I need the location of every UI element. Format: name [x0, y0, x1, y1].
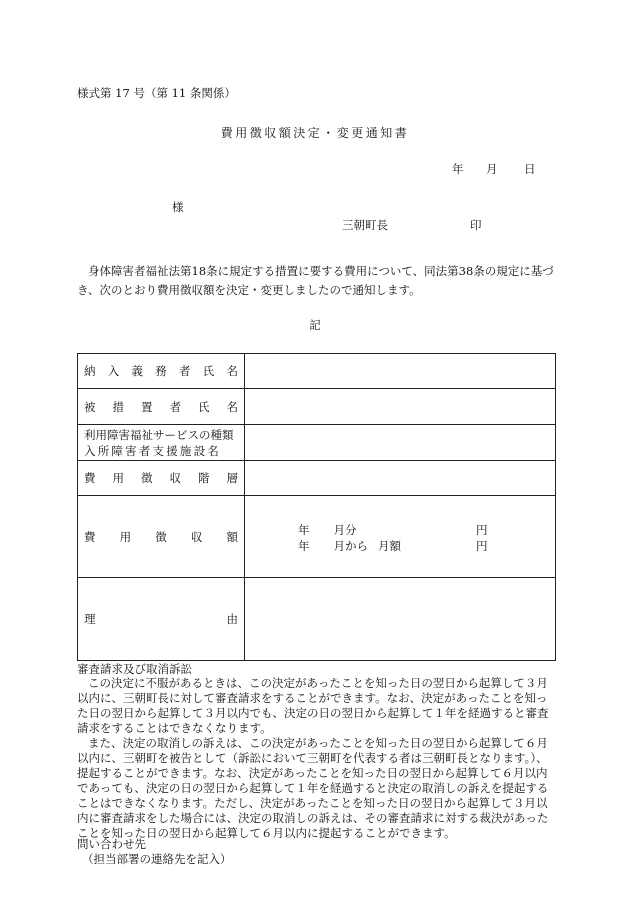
- label-char: 層: [226, 471, 238, 485]
- fee-monthly-label: 月額: [378, 539, 401, 553]
- value-fee-tier[interactable]: [245, 461, 556, 496]
- date-day-label: 日: [524, 162, 536, 176]
- addressee-suffix: 様: [172, 200, 184, 214]
- table-row: [78, 425, 556, 461]
- label-char: 名: [226, 399, 238, 414]
- label-char: 措: [112, 399, 124, 414]
- value-reason[interactable]: [245, 578, 556, 661]
- label-char: 収: [169, 471, 181, 485]
- appeal-paragraph-2: また、決定の取消しの訴えは、この決定があったことを知った日の翌日から起算して６月以内に、三朝町を被告として（訴訟において三朝町を代表する者は三朝町長となります。）、提起することができます。なお、決定があったことを知った日の翌日から起算して６月以内であっても、決定の日の翌日から起算して１年を経過すると決定の取消しの訴えを提起することはできなくなります。ただし、決定があったことを知った日の翌日から起算して３月以内に審査請求をした場合には、決定の取消しの訴えは、その審査請求に対する裁決があったことを知った日の翌日から起算して６月以内に提起することができます。: [77, 736, 549, 840]
- fee-month-label: 月分: [333, 523, 357, 537]
- label-char: 階: [198, 471, 210, 485]
- appeal-heading: 審査請求及び取消訴訟: [77, 662, 192, 676]
- label-char: 義: [131, 364, 143, 378]
- label-char: 者: [179, 364, 191, 378]
- label-char: 費: [84, 471, 96, 485]
- appeal-text: [77, 676, 556, 841]
- label-char: 額: [226, 529, 238, 544]
- fee-line-period: [298, 522, 488, 538]
- fee-line-monthly: [298, 538, 488, 554]
- contact-heading: 問い合わせ先: [77, 837, 146, 851]
- info-table: [77, 353, 556, 661]
- label-service-type: 利用障害福祉サービスの種類: [84, 427, 234, 442]
- label-reason: [78, 578, 245, 661]
- label-char: 者: [169, 399, 181, 414]
- label-fee-amount: [78, 496, 245, 578]
- fee-year-label: 年: [298, 539, 310, 553]
- contact-note: （担当部署の連絡先を記入）: [82, 852, 232, 866]
- table-row: [78, 496, 556, 578]
- date-year-label: 年: [452, 162, 464, 176]
- label-char: 用: [119, 529, 132, 544]
- value-payer-name[interactable]: [245, 354, 556, 389]
- fee-yen-label: 円: [476, 539, 488, 553]
- document-title: 費用徴収額決定・変更通知書: [220, 126, 410, 140]
- label-payer-name: [78, 354, 245, 389]
- label-char: 費: [84, 529, 96, 544]
- label-char: 氏: [198, 399, 210, 414]
- value-recipient-name[interactable]: [245, 389, 556, 425]
- form-number: 様式第 17 号（第 11 条関係）: [77, 86, 236, 100]
- fee-yen-label: 円: [476, 523, 488, 537]
- label-char: 収: [190, 529, 203, 544]
- label-char: 徴: [155, 529, 167, 544]
- table-row: [78, 578, 556, 661]
- ki-mark: 記: [309, 318, 321, 332]
- table-row: [78, 461, 556, 496]
- label-char: 入: [107, 364, 120, 378]
- label-char: 納: [84, 364, 96, 378]
- label-service-facility: [78, 425, 245, 461]
- table-row: [78, 389, 556, 425]
- fee-year-label: 年: [298, 523, 310, 537]
- table-row: [78, 354, 556, 389]
- issuer-name: 三朝町長: [342, 218, 388, 232]
- value-fee-amount[interactable]: [245, 496, 556, 578]
- label-char: 由: [226, 612, 238, 626]
- label-char: 氏: [202, 364, 215, 378]
- seal-mark: 印: [470, 218, 482, 232]
- label-char: 理: [84, 612, 96, 626]
- label-char: 名: [226, 364, 238, 378]
- label-char: 務: [155, 364, 167, 378]
- value-service-facility[interactable]: [245, 425, 556, 461]
- appeal-paragraph-1: この決定に不服があるときは、この決定があったことを知った日の翌日から起算して３月以内に、三朝町長に対して審査請求をすることができます。なお、決定があったことを知った日の翌日から起算して３月以内でも、決定の日の翌日から起算して１年を経過すると審査請求をすることはできなくなります。: [77, 676, 549, 735]
- label-char: 用: [112, 471, 124, 485]
- date-month-label: 月: [486, 162, 498, 176]
- label-fee-tier: [78, 461, 245, 496]
- label-char: 被: [84, 399, 96, 414]
- fee-month-from-label: 月から: [333, 539, 368, 553]
- label-facility-name: 入所障害者支援施設名: [84, 443, 221, 458]
- label-char: 徴: [141, 471, 153, 485]
- label-recipient-name: [78, 389, 245, 425]
- notice-paragraph: 身体障害者福祉法第18条に規定する措置に要する費用について、同法第38条の規定に基づき、次のとおり費用徴収額を決定・変更しましたので通知します。: [77, 264, 554, 297]
- label-char: 置: [141, 399, 153, 414]
